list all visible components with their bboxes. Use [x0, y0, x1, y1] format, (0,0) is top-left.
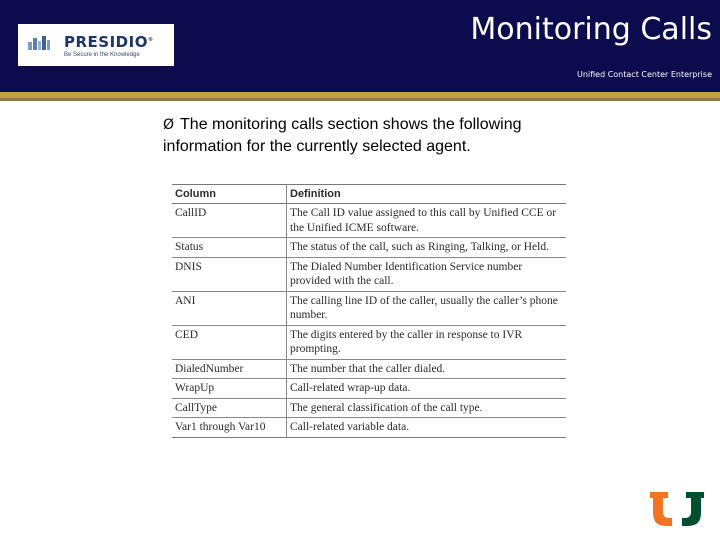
page-title: Monitoring Calls — [470, 12, 712, 47]
table-cell-column: ANI — [172, 291, 287, 325]
table-row — [172, 291, 566, 325]
bullet-text: The monitoring calls section shows the following information for the currently selected agent. — [163, 116, 522, 155]
table-cell-definition: The digits entered by the caller in response to IVR prompting. — [287, 325, 567, 359]
presidio-logo — [18, 24, 174, 66]
table-row — [172, 398, 566, 418]
table-header-row — [172, 185, 566, 204]
table-cell-definition: The Dialed Number Identification Service number provided with the call. — [287, 257, 567, 291]
table-row — [172, 204, 566, 238]
logo-tagline: Be Secure in the Knowledge — [64, 52, 140, 58]
table-row — [172, 325, 566, 359]
university-u-logo-icon — [648, 490, 708, 528]
table-cell-column: Status — [172, 238, 287, 258]
table-cell-column: CED — [172, 325, 287, 359]
table-cell-column: DNIS — [172, 257, 287, 291]
bullet-point — [163, 114, 583, 157]
table-cell-column: Var1 through Var10 — [172, 418, 287, 438]
table-row — [172, 379, 566, 399]
arrow-bullet-icon: Ø — [163, 117, 175, 133]
table-cell-definition: Call-related wrap-up data. — [287, 379, 567, 399]
table-cell-column: CallType — [172, 398, 287, 418]
table-cell-definition: The calling line ID of the caller, usually the caller’s phone number. — [287, 291, 567, 325]
column-header-definition: Definition — [287, 185, 567, 204]
table-row — [172, 257, 566, 291]
monitoring-columns-table — [172, 184, 566, 438]
table-row — [172, 359, 566, 379]
table-cell-definition: The status of the call, such as Ringing, Talking, or Held. — [287, 238, 567, 258]
table-cell-column: DialedNumber — [172, 359, 287, 379]
logo-name: PRESIDIO® — [64, 33, 154, 51]
table-cell-definition: The number that the caller dialed. — [287, 359, 567, 379]
table-cell-column: WrapUp — [172, 379, 287, 399]
table-cell-definition: The general classification of the call type. — [287, 398, 567, 418]
table-row — [172, 238, 566, 258]
header-divider — [0, 98, 720, 101]
table-cell-definition: Call-related variable data. — [287, 418, 567, 438]
table-row — [172, 418, 566, 438]
table-cell-column: CallID — [172, 204, 287, 238]
header-bar — [0, 0, 720, 92]
page-subtitle: Unified Contact Center Enterprise — [576, 70, 712, 79]
table-cell-definition: The Call ID value assigned to this call by Unified CCE or the Unified ICME software. — [287, 204, 567, 238]
column-header-column: Column — [172, 185, 287, 204]
